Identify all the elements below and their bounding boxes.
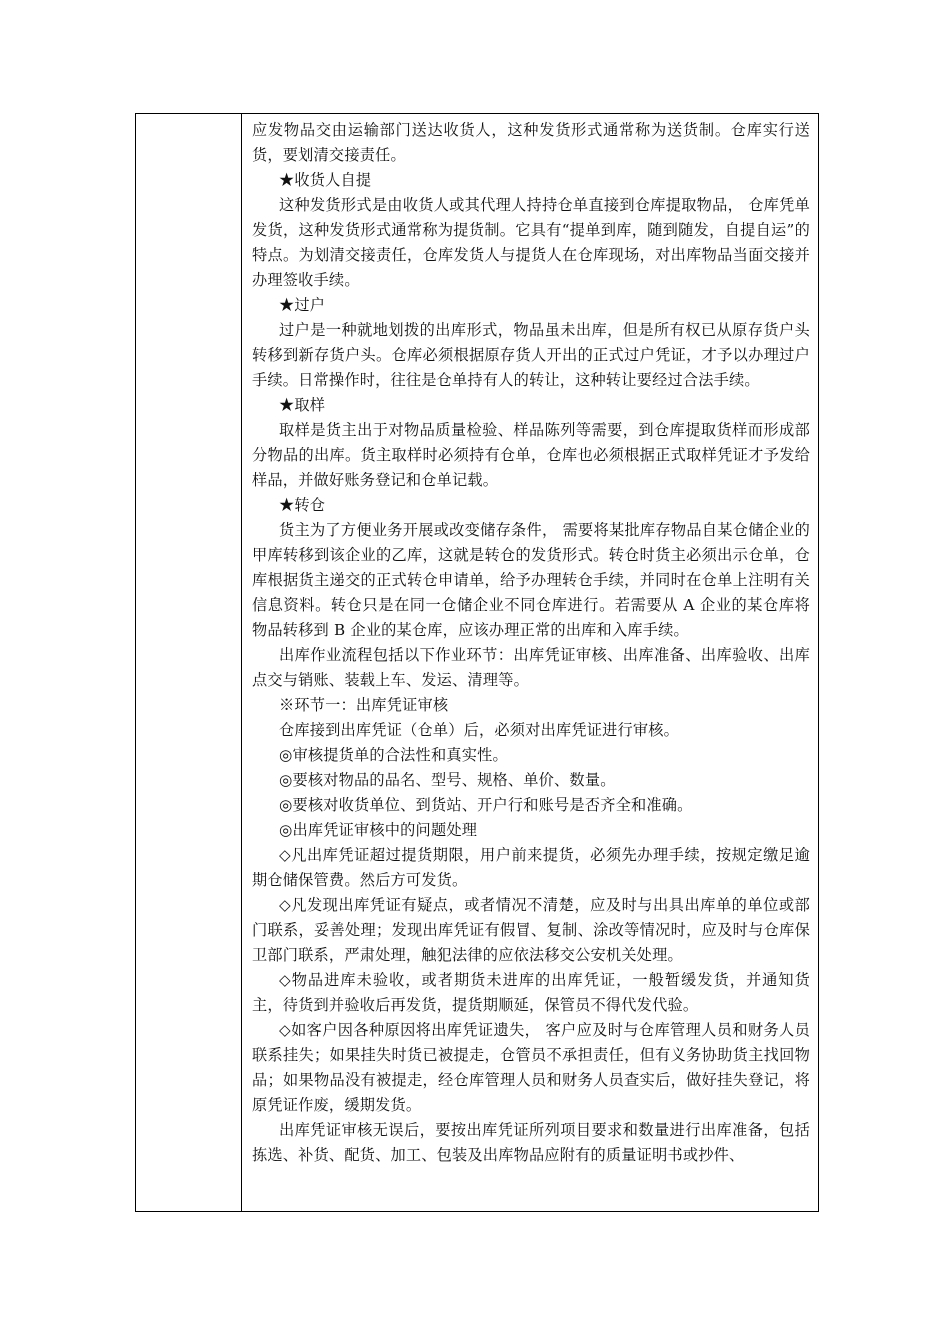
paragraph: 过户是一种就地划拨的出库形式，物品虽未出库，但是所有权已从原存货户头转移到新存货户头。仓库必须根据原存货人开出的正式过户凭证，才予以办理过户手续。日常操作时，往往是仓单持有人的转让，这种转让要经过合法手续。 [252, 321, 810, 389]
document-table [135, 113, 819, 1212]
paragraph: ◎要核对收货单位、到货站、开户行和账号是否齐全和准确。 [279, 796, 693, 814]
paragraph: 出库凭证审核无误后，要按出库凭证所列项目要求和数量进行出库准备，包括拣选、补货、配货、加工、包装及出库物品应附有的质量证明书或抄件、 [252, 1121, 810, 1164]
paragraph: ◇物品进库未验收，或者期货未进库的出库凭证，一般暂缓发货，并通知货主，待货到并验收后再发货，提货期顺延，保管员不得代发代验。 [252, 971, 810, 1014]
paragraph: ◇凡发现出库凭证有疑点，或者情况不清楚，应及时与出具出库单的单位或部门联系，妥善处理；发现出库凭证有假冒、复制、涂改等情况时，应及时与仓库保卫部门联系，严肃处理，触犯法律的应依法移交公安机关处理。 [252, 896, 810, 964]
paragraph: ◇凡出库凭证超过提货期限，用户前来提货，必须先办理手续，按规定缴足逾期仓储保管费。然后方可发货。 [252, 846, 810, 889]
paragraph: 这种发货形式是由收货人或其代理人持持仓单直接到仓库提取物品， 仓库凭单发货，这种发货形式通常称为提货制。它具有“提单到库，随到随发，自提自运”的特点。为划清交接责任，仓库发货人与提货人在仓库现场，对出库物品当面交接并办理签收手续。 [252, 196, 810, 289]
paragraph: ◎要核对物品的品名、型号、规格、单价、数量。 [279, 771, 616, 789]
paragraph: ★转仓 [279, 496, 326, 514]
paragraph: 仓库接到出库凭证（仓单）后，必须对出库凭证进行审核。 [279, 721, 680, 739]
paragraph: 应发物品交由运输部门送达收货人，这种发货形式通常称为送货制。仓库实行送货，要划清交接责任。 [252, 121, 810, 164]
paragraph: ★过户 [279, 296, 326, 314]
paragraph: ※环节一：出库凭证审核 [279, 696, 449, 714]
left-column-cell [136, 114, 242, 1211]
paragraph: 取样是货主出于对物品质量检验、样品陈列等需要，到仓库提取货样而形成部分物品的出库。货主取样时必须持有仓单，仓库也必须根据正式取样凭证才予发给样品，并做好账务登记和仓单记载。 [252, 421, 810, 489]
paragraph: 货主为了方便业务开展或改变储存条件， 需要将某批库存物品自某仓储企业的甲库转移到该企业的乙库，这就是转仓的发货形式。转仓时货主必须出示仓单，仓库根据货主递交的正式转仓申请单，给予办理转仓手续，并同时在仓单上注明有关信息资料。转仓只是在同一仓储企业不同仓库进行。若需要从 A 企业的某仓库将物品转移到 B 企业的某仓库，应该办理正常的出库和入库手续。 [252, 521, 810, 639]
paragraph: ★收货人自提 [279, 171, 372, 189]
paragraph: ★取样 [279, 396, 326, 414]
paragraph: ◎审核提货单的合法性和真实性。 [279, 746, 508, 764]
paragraph: ◇如客户因各种原因将出库凭证遗失， 客户应及时与仓库管理人员和财务人员联系挂失；如果挂失时货已被提走，仓管员不承担责任，但有义务协助货主找回物品；如果物品没有被提走，经仓库管理人员和财务人员查实后，做好挂失登记，将原凭证作废，缓期发货。 [252, 1021, 810, 1114]
paragraph: 出库作业流程包括以下作业环节：出库凭证审核、出库准备、出库验收、出库点交与销账、装载上车、发运、清理等。 [252, 646, 810, 689]
paragraph: ◎出库凭证审核中的问题处理 [279, 821, 478, 839]
content-cell [252, 118, 810, 1168]
